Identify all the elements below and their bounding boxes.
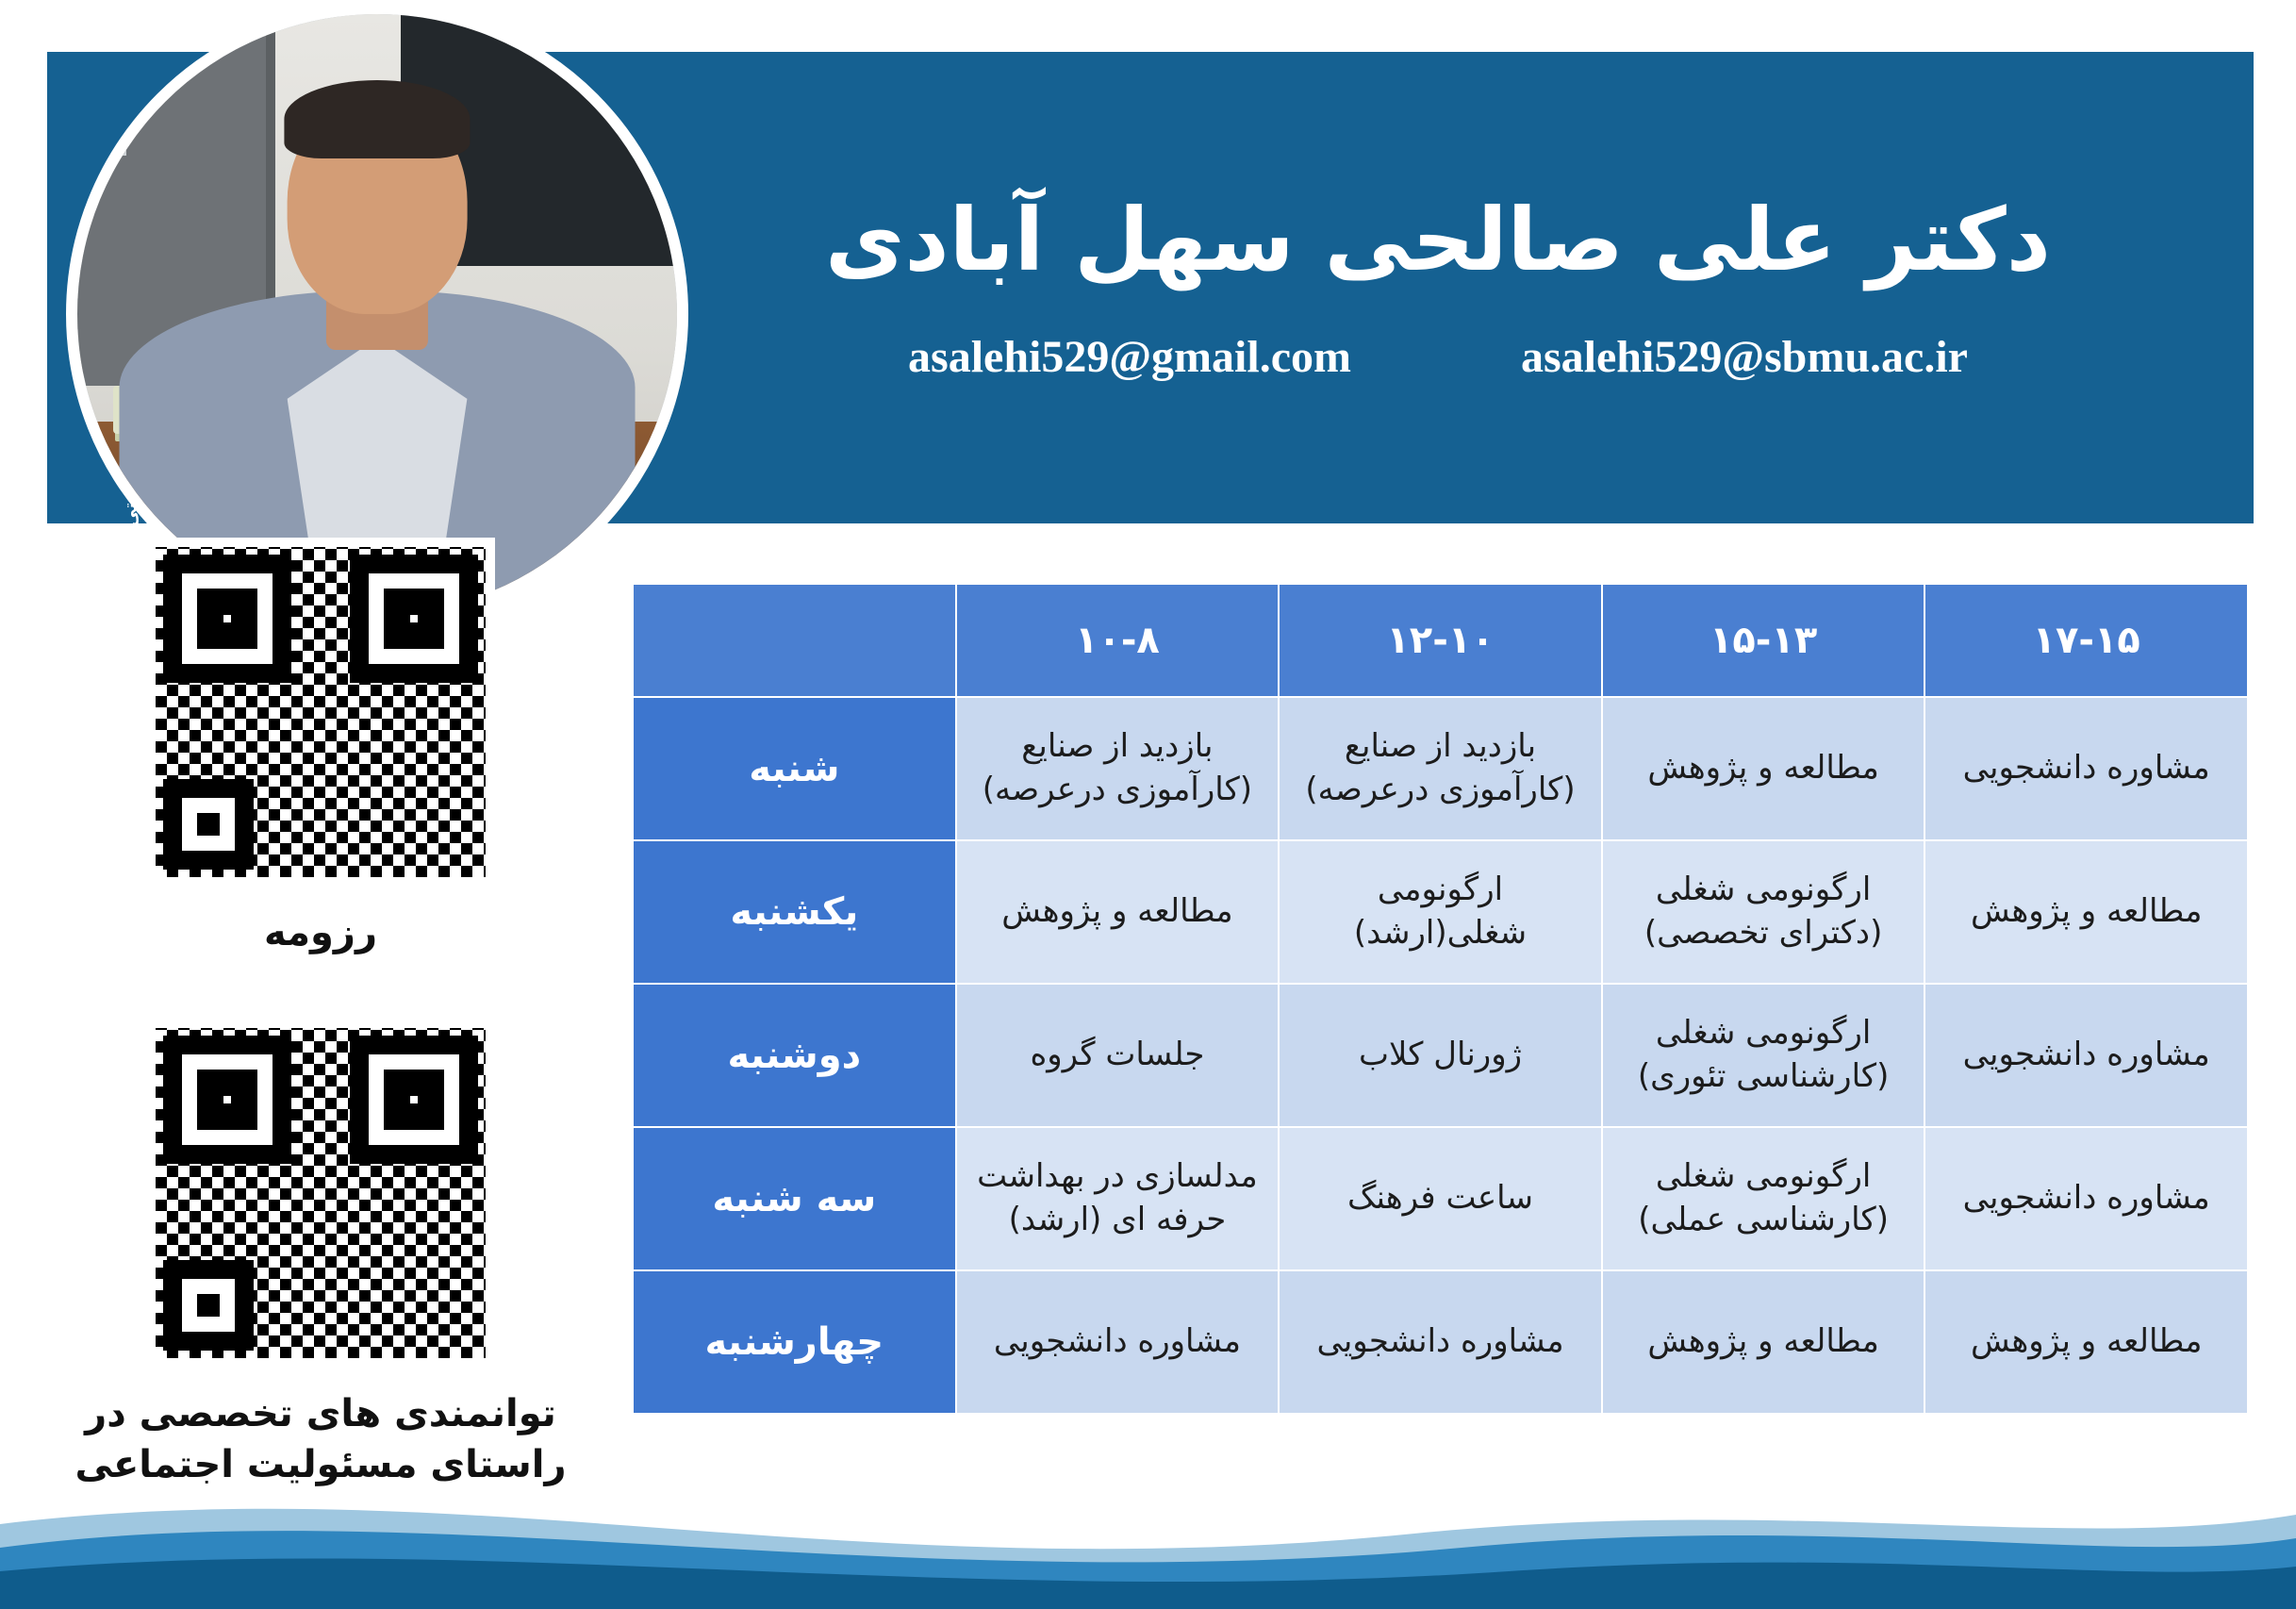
qr-code-icon[interactable] [146,538,495,887]
time-header-15-13: ۱۵-۱۳ [1602,584,1925,697]
day-label-saturday: شنبه [633,697,956,840]
table-corner-cell [633,584,956,697]
cell-tuesday-17-15: مشاوره دانشجویی [1924,1127,2248,1270]
time-header-12-10: ۱۲-۱۰ [1279,584,1602,697]
weekly-schedule-table [632,583,2249,1415]
email-academic[interactable]: asalehi529@sbmu.ac.ir [1520,332,1968,383]
cell-monday-10-8: جلسات گروه [956,984,1280,1127]
qr-item-capabilities [57,1019,585,1490]
cell-sunday-12-10: ارگونومی شغلی(ارشد) [1279,840,1602,984]
day-label-tuesday: سه شنبه [633,1127,956,1270]
qr-caption-capabilities: توانمندی های تخصصی در راستای مسئولیت اجتماعی [74,1392,567,1486]
email-personal[interactable]: asalehi529@gmail.com [908,332,1351,383]
day-label-monday: دوشنبه [633,984,956,1127]
email-row [908,331,1968,383]
qr-caption-resume: رزومه [264,911,377,954]
qr-panel [57,538,585,1490]
cell-monday-15-13: ارگونومی شغلی (کارشناسی تئوری) [1602,984,1925,1127]
wave-decoration-icon [0,1468,2296,1609]
cell-wednesday-12-10: مشاوره دانشجویی [1279,1270,1602,1414]
table-header-row [633,584,2248,697]
cell-monday-17-15: مشاوره دانشجویی [1924,984,2248,1127]
table-row [633,840,2248,984]
cell-saturday-15-13: مطالعه و پژوهش [1602,697,1925,840]
header-banner [47,52,2254,523]
avatar [66,3,688,625]
cell-tuesday-15-13: ارگونومی شغلی (کارشناسی عملی) [1602,1127,1925,1270]
qr-code-icon[interactable] [146,1019,495,1368]
page-title: دکتر علی صالحی سهل آبادی [825,189,2051,290]
day-label-sunday: یکشنبه [633,840,956,984]
cell-saturday-12-10: بازدید از صنایع (کارآموزی درعرصه) [1279,697,1602,840]
cell-sunday-10-8: مطالعه و پژوهش [956,840,1280,984]
table-row [633,1270,2248,1414]
cell-sunday-17-15: مطالعه و پژوهش [1924,840,2248,984]
cell-tuesday-10-8: مدلسازی در بهداشت حرفه ای (ارشد) [956,1127,1280,1270]
footer-wave [0,1468,2296,1609]
cell-wednesday-15-13: مطالعه و پژوهش [1602,1270,1925,1414]
time-header-17-15: ۱۷-۱۵ [1924,584,2248,697]
cell-tuesday-12-10: ساعت فرهنگ [1279,1127,1602,1270]
table-row [633,1127,2248,1270]
time-header-10-8: ۱۰-۸ [956,584,1280,697]
day-label-wednesday: چهارشنبه [633,1270,956,1414]
table-row [633,697,2248,840]
cell-wednesday-17-15: مطالعه و پژوهش [1924,1270,2248,1414]
cell-wednesday-10-8: مشاوره دانشجویی [956,1270,1280,1414]
cell-saturday-17-15: مشاوره دانشجویی [1924,697,2248,840]
table-row [633,984,2248,1127]
cell-sunday-15-13: ارگونومی شغلی (دکترای تخصصی) [1602,840,1925,984]
cell-saturday-10-8: بازدید از صنایع (کارآموزی درعرصه) [956,697,1280,840]
cell-monday-12-10: ژورنال کلاب [1279,984,1602,1127]
qr-item-resume [146,538,495,958]
